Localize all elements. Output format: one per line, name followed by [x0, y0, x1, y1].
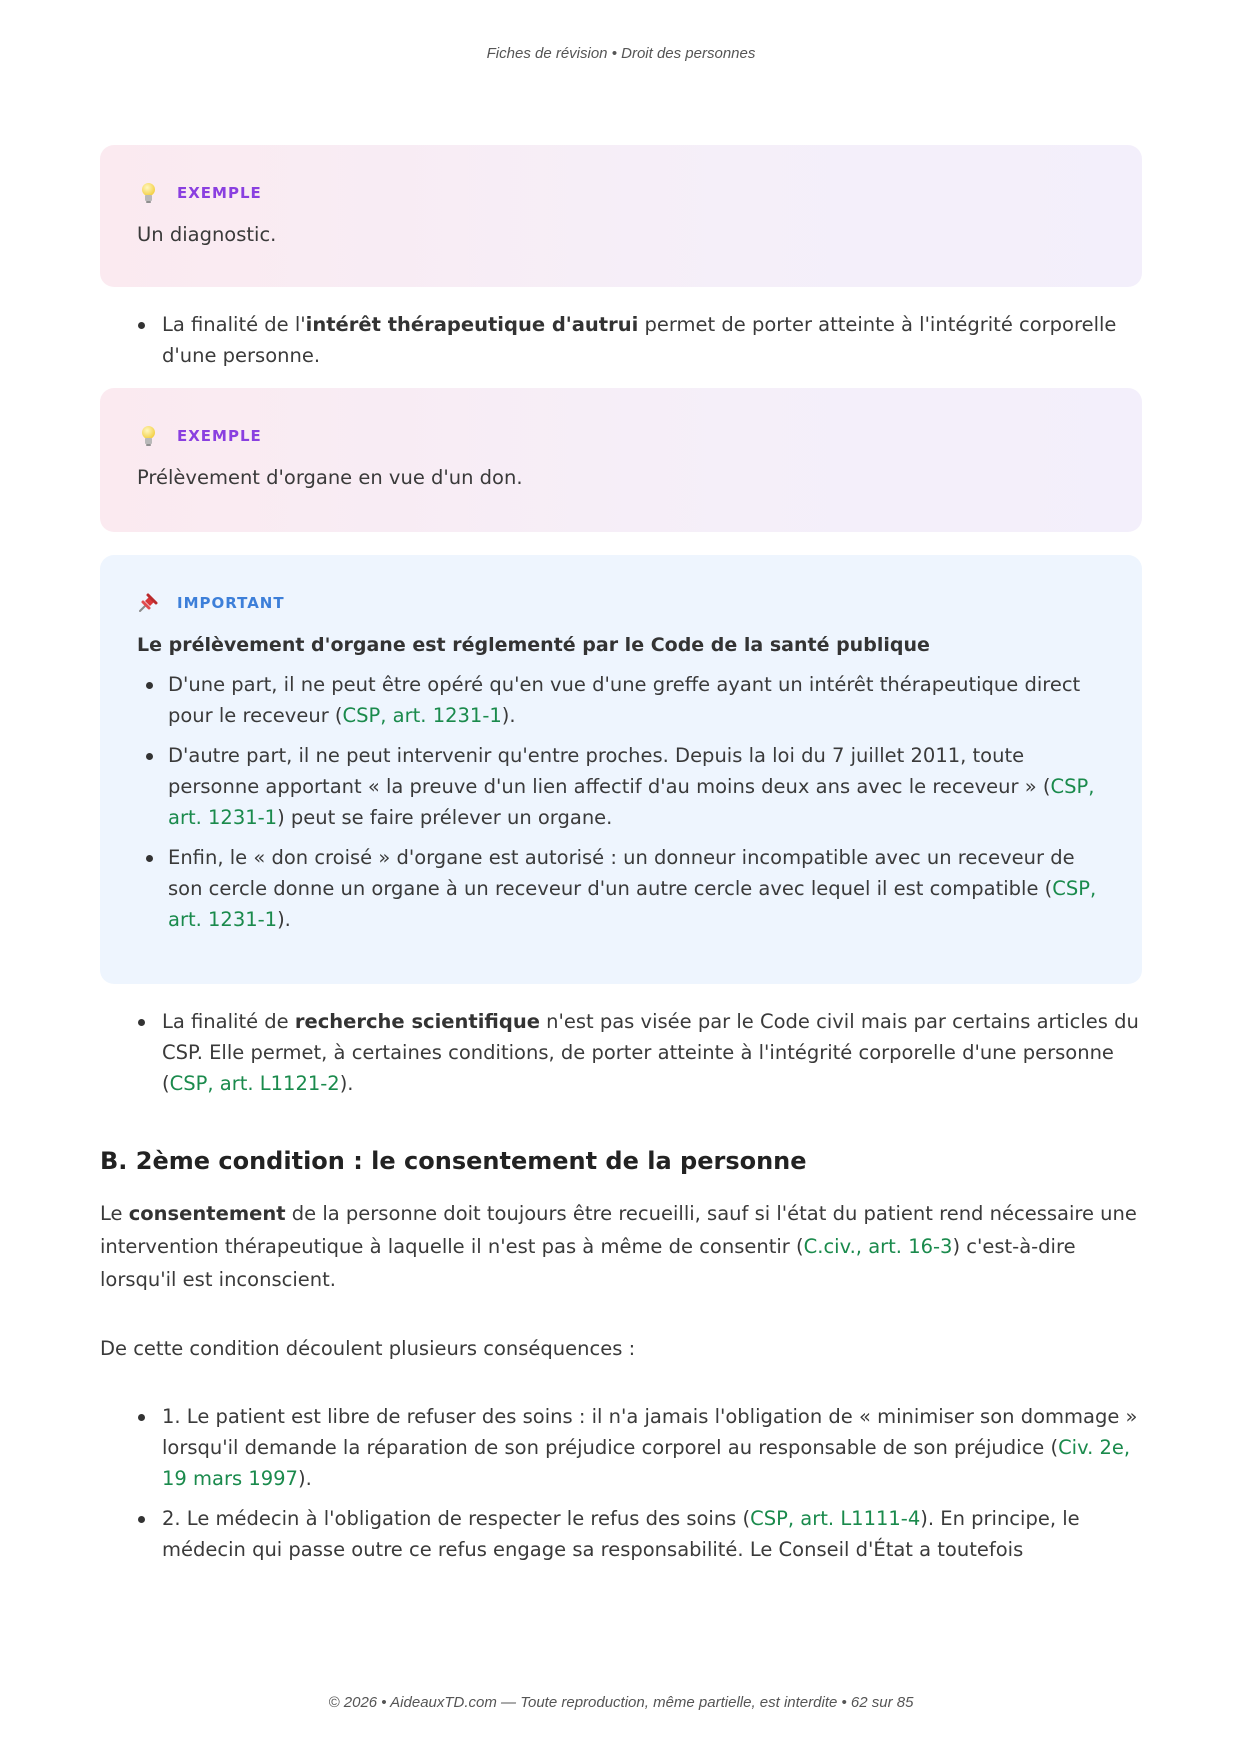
paragraph: De cette condition découlent plusieurs conséquences :	[100, 1337, 636, 1360]
bullet-list	[100, 1006, 1142, 1099]
legal-reference: CSP, art. 1231-1	[168, 775, 1095, 829]
callout-tag: EXEMPLE	[177, 184, 262, 202]
callout-text: Un diagnostic.	[137, 223, 277, 246]
legal-reference: CSP, art. L1121-2	[169, 1072, 340, 1095]
callout-header	[137, 589, 1106, 617]
callout-header	[137, 422, 1106, 450]
paragraph: Le consentement de la personne doit toujours être recueilli, sauf si l'état du patient rend nécessaire une intervention thérapeutique à laquelle il n'est pas à même de consentir (C.civ., art. 16-3) c'est-à-dire lorsqu'il est inconscient.	[100, 1202, 1137, 1291]
important-callout	[100, 555, 1142, 984]
pushpin-icon	[137, 592, 159, 614]
legal-reference: CSP, art. 1231-1	[168, 877, 1097, 931]
page-header: Fiches de révision • Droit des personnes	[486, 45, 756, 62]
bullet-list	[100, 309, 1142, 371]
page-content	[100, 145, 1142, 1574]
list-item: D'autre part, il ne peut intervenir qu'entre proches. Depuis la loi du 7 juillet 2011, toute personne apportant « la preuve d'un lien affectif d'au moins deux ans avec le receveur » (CSP, art. 1231-1) peut se faire prélever un organe.	[137, 740, 1106, 833]
legal-reference: Civ. 2e, 19 mars 1997	[162, 1436, 1131, 1490]
list-item: La finalité de l'intérêt thérapeutique d'autrui permet de porter atteinte à l'intégrité corporelle d'une personne.	[100, 309, 1142, 371]
list-item: 1. Le patient est libre de refuser des soins : il n'a jamais l'obligation de « minimiser son dommage » lorsqu'il demande la réparation de son préjudice corporel au responsable de son préjudice (Civ. 2e, 19 mars 1997).	[100, 1401, 1142, 1494]
legal-reference: C.civ., art. 16-3	[803, 1235, 953, 1258]
callout-list	[137, 669, 1106, 935]
callout-title: Le prélèvement d'organe est réglementé par le Code de la santé publique	[137, 634, 930, 656]
section-heading: B. 2ème condition : le consentement de la personne	[100, 1147, 807, 1175]
legal-reference: CSP, art. L1111-4	[750, 1507, 921, 1530]
lightbulb-icon	[137, 182, 159, 204]
list-item: La finalité de recherche scientifique n'est pas visée par le Code civil mais par certains articles du CSP. Elle permet, à certaines conditions, de porter atteinte à l'intégrité corporelle d'une personne (CSP, art. L1121-2).	[100, 1006, 1142, 1099]
callout-tag: EXEMPLE	[177, 427, 262, 445]
list-item: D'une part, il ne peut être opéré qu'en vue d'une greffe ayant un intérêt thérapeutique direct pour le receveur (CSP, art. 1231-1).	[137, 669, 1106, 731]
list-item: 2. Le médecin à l'obligation de respecter le refus des soins (CSP, art. L1111-4). En principe, le médecin qui passe outre ce refus engage sa responsabilité. Le Conseil d'État a toutefois	[100, 1503, 1142, 1565]
example-callout	[100, 388, 1142, 532]
callout-header	[137, 179, 1106, 207]
lightbulb-icon	[137, 425, 159, 447]
callout-tag: IMPORTANT	[177, 594, 285, 612]
page-footer: © 2026 • AideauxTD.com — Toute reproduction, même partielle, est interdite • 62 sur 85	[328, 1694, 914, 1711]
list-item: Enfin, le « don croisé » d'organe est autorisé : un donneur incompatible avec un receveur de son cercle donne un organe à un receveur d'un autre cercle avec lequel il est compatible (CSP, art. 1231-1).	[137, 842, 1106, 935]
legal-reference: CSP, art. 1231-1	[342, 704, 502, 727]
callout-text: Prélèvement d'organe en vue d'un don.	[137, 466, 523, 489]
bullet-list	[100, 1401, 1142, 1565]
example-callout	[100, 145, 1142, 287]
